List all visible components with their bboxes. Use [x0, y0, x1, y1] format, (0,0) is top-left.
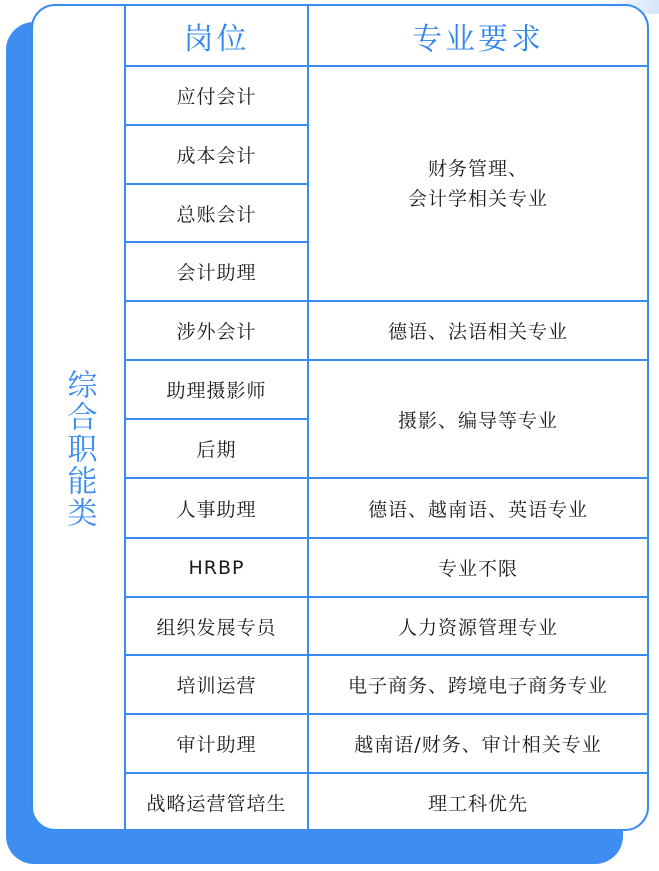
position-cell: 战略运营管培生: [126, 774, 309, 831]
position-cell: 会计助理: [126, 243, 309, 302]
position-cell: 组织发展专员: [126, 598, 309, 656]
position-cell: 培训运营: [126, 656, 309, 715]
position-cell: HRBP: [126, 539, 309, 598]
requirement-cell: 摄影、编导等专业: [309, 361, 647, 479]
position-cell: 后期: [126, 420, 309, 479]
position-cell: 助理摄影师: [126, 361, 309, 420]
requirement-cell: 越南语/财务、审计相关专业: [309, 715, 647, 774]
position-cell: 应付会计: [126, 67, 309, 126]
position-header: 岗位: [126, 6, 309, 67]
position-cell: 人事助理: [126, 479, 309, 539]
requirement-cell: 专业不限: [309, 539, 647, 598]
requirement-cell: 德语、法语相关专业: [309, 302, 647, 361]
position-cell: 审计助理: [126, 715, 309, 774]
position-cell: 成本会计: [126, 126, 309, 185]
requirement-cell: 人力资源管理专业: [309, 598, 647, 656]
position-cell: 总账会计: [126, 185, 309, 243]
table-card: [31, 4, 649, 831]
requirement-cell: 财务管理、 会计学相关专业: [309, 67, 647, 302]
requirement-header: 专业要求: [309, 6, 647, 67]
requirement-cell: 电子商务、跨境电子商务专业: [309, 656, 647, 715]
position-cell: 涉外会计: [126, 302, 309, 361]
category-label: 综合职能类: [33, 67, 126, 831]
category-header-cell: [33, 6, 126, 67]
requirement-cell: 理工科优先: [427, 793, 528, 815]
position-table: [33, 6, 647, 829]
requirement-cell: 德语、越南语、英语专业: [309, 479, 647, 539]
